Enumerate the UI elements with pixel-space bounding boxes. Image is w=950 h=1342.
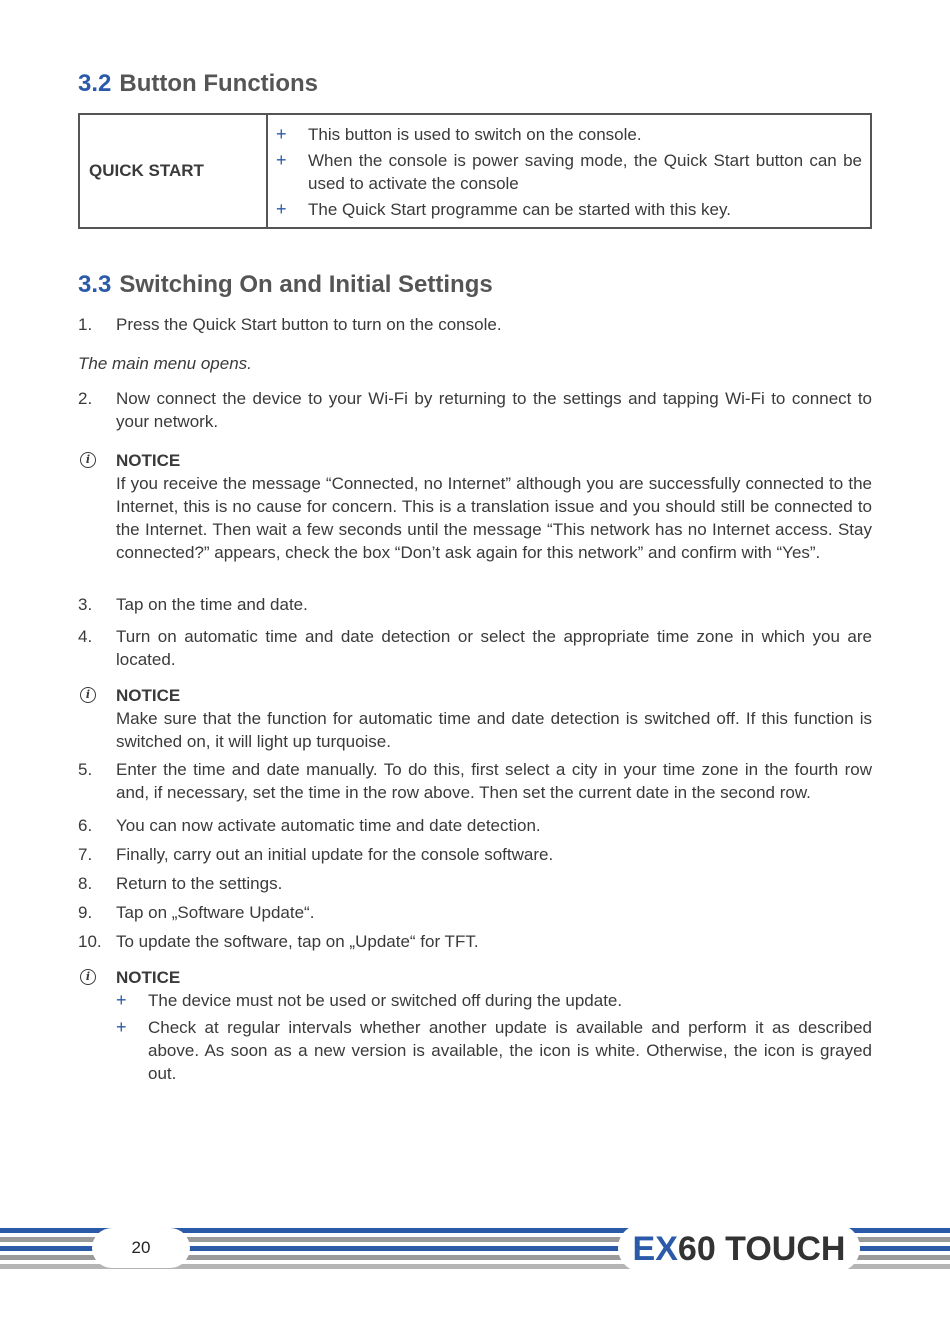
- button-functions-table: [78, 113, 872, 229]
- list-item: + The device must not be used or switched off during the update.: [116, 990, 623, 1010]
- notice-3: [78, 966, 872, 1089]
- info-icon: i: [80, 969, 96, 985]
- section-heading-3-2: [78, 70, 318, 98]
- main-menu-note: The main menu opens.: [78, 354, 252, 373]
- section-number: 3.2: [78, 70, 112, 97]
- list-item: + The Quick Start programme can be started with this key.: [276, 199, 731, 219]
- section-title: Switching On and Initial Settings: [119, 271, 493, 298]
- step-4: 4. Turn on automatic time and date detection or select the appropriate time zone in which you are located.: [78, 627, 872, 669]
- notice-1: [78, 449, 872, 564]
- list-item: + Check at regular intervals whether another update is available and perform it as described above. As soon as a new version is available, the icon is white. Otherwise, the icon is grayed out.: [116, 1017, 872, 1083]
- list-item: + When the console is power saving mode, the Quick Start button can be used to activate the console: [276, 150, 862, 193]
- page-footer: [0, 1224, 950, 1274]
- button-name-cell: QUICK START: [79, 114, 267, 228]
- button-description-cell: [267, 114, 871, 228]
- notice-title: NOTICE: [116, 686, 181, 705]
- step-3: 3. Tap on the time and date.: [78, 595, 308, 614]
- section-heading-3-3: [78, 271, 493, 299]
- plus-bullet-icon: +: [116, 990, 127, 1010]
- plus-bullet-icon: +: [276, 199, 287, 219]
- plus-bullet-icon: +: [276, 150, 287, 170]
- step-7: 7. Finally, carry out an initial update for the console software.: [78, 845, 554, 864]
- info-icon: i: [80, 452, 96, 468]
- info-icon: i: [80, 687, 96, 703]
- notice-title: NOTICE: [116, 968, 181, 987]
- step-6: 6. You can now activate automatic time and date detection.: [78, 816, 541, 835]
- notice-2: [78, 684, 872, 753]
- step-5: 5. Enter the time and date manually. To do this, first select a city in your time zone in the fourth row and, if necessary, set the time in the row above. Then set the current date in the second row.: [78, 760, 872, 802]
- plus-bullet-icon: +: [276, 124, 287, 144]
- notice-text: If you receive the message “Connected, no Internet” although you are successfully connected to the Internet, this is no cause for concern. This is a translation issue and you should still be connected to the Internet. Then wait a few seconds until the message “This network has no Internet access. Stay connected?” appears, check the box “Don’t ask again for this network” and confirm with “Yes”.: [116, 474, 872, 562]
- step-10: 10. To update the software, tap on „Update“ for TFT.: [78, 932, 479, 951]
- notice-text: Make sure that the function for automatic time and date detection is switched off. If this function is switched on, it will light up turquoise.: [116, 709, 872, 751]
- plus-bullet-icon: +: [116, 1017, 127, 1037]
- step-8: 8. Return to the settings.: [78, 874, 283, 893]
- section-title: Button Functions: [119, 70, 318, 97]
- page-number: 20: [92, 1228, 190, 1268]
- section-number: 3.3: [78, 271, 112, 298]
- step-9: 9. Tap on „Software Update“.: [78, 903, 315, 922]
- notice-title: NOTICE: [116, 451, 181, 470]
- brand-logo: EX60 TOUCH: [618, 1224, 860, 1272]
- step-1: 1. Press the Quick Start button to turn on the console.: [78, 315, 502, 334]
- step-2: 2. Now connect the device to your Wi-Fi by returning to the settings and tapping Wi-Fi to connect to your network.: [78, 389, 872, 431]
- list-item: + This button is used to switch on the console.: [276, 124, 642, 144]
- table-row: [79, 114, 871, 228]
